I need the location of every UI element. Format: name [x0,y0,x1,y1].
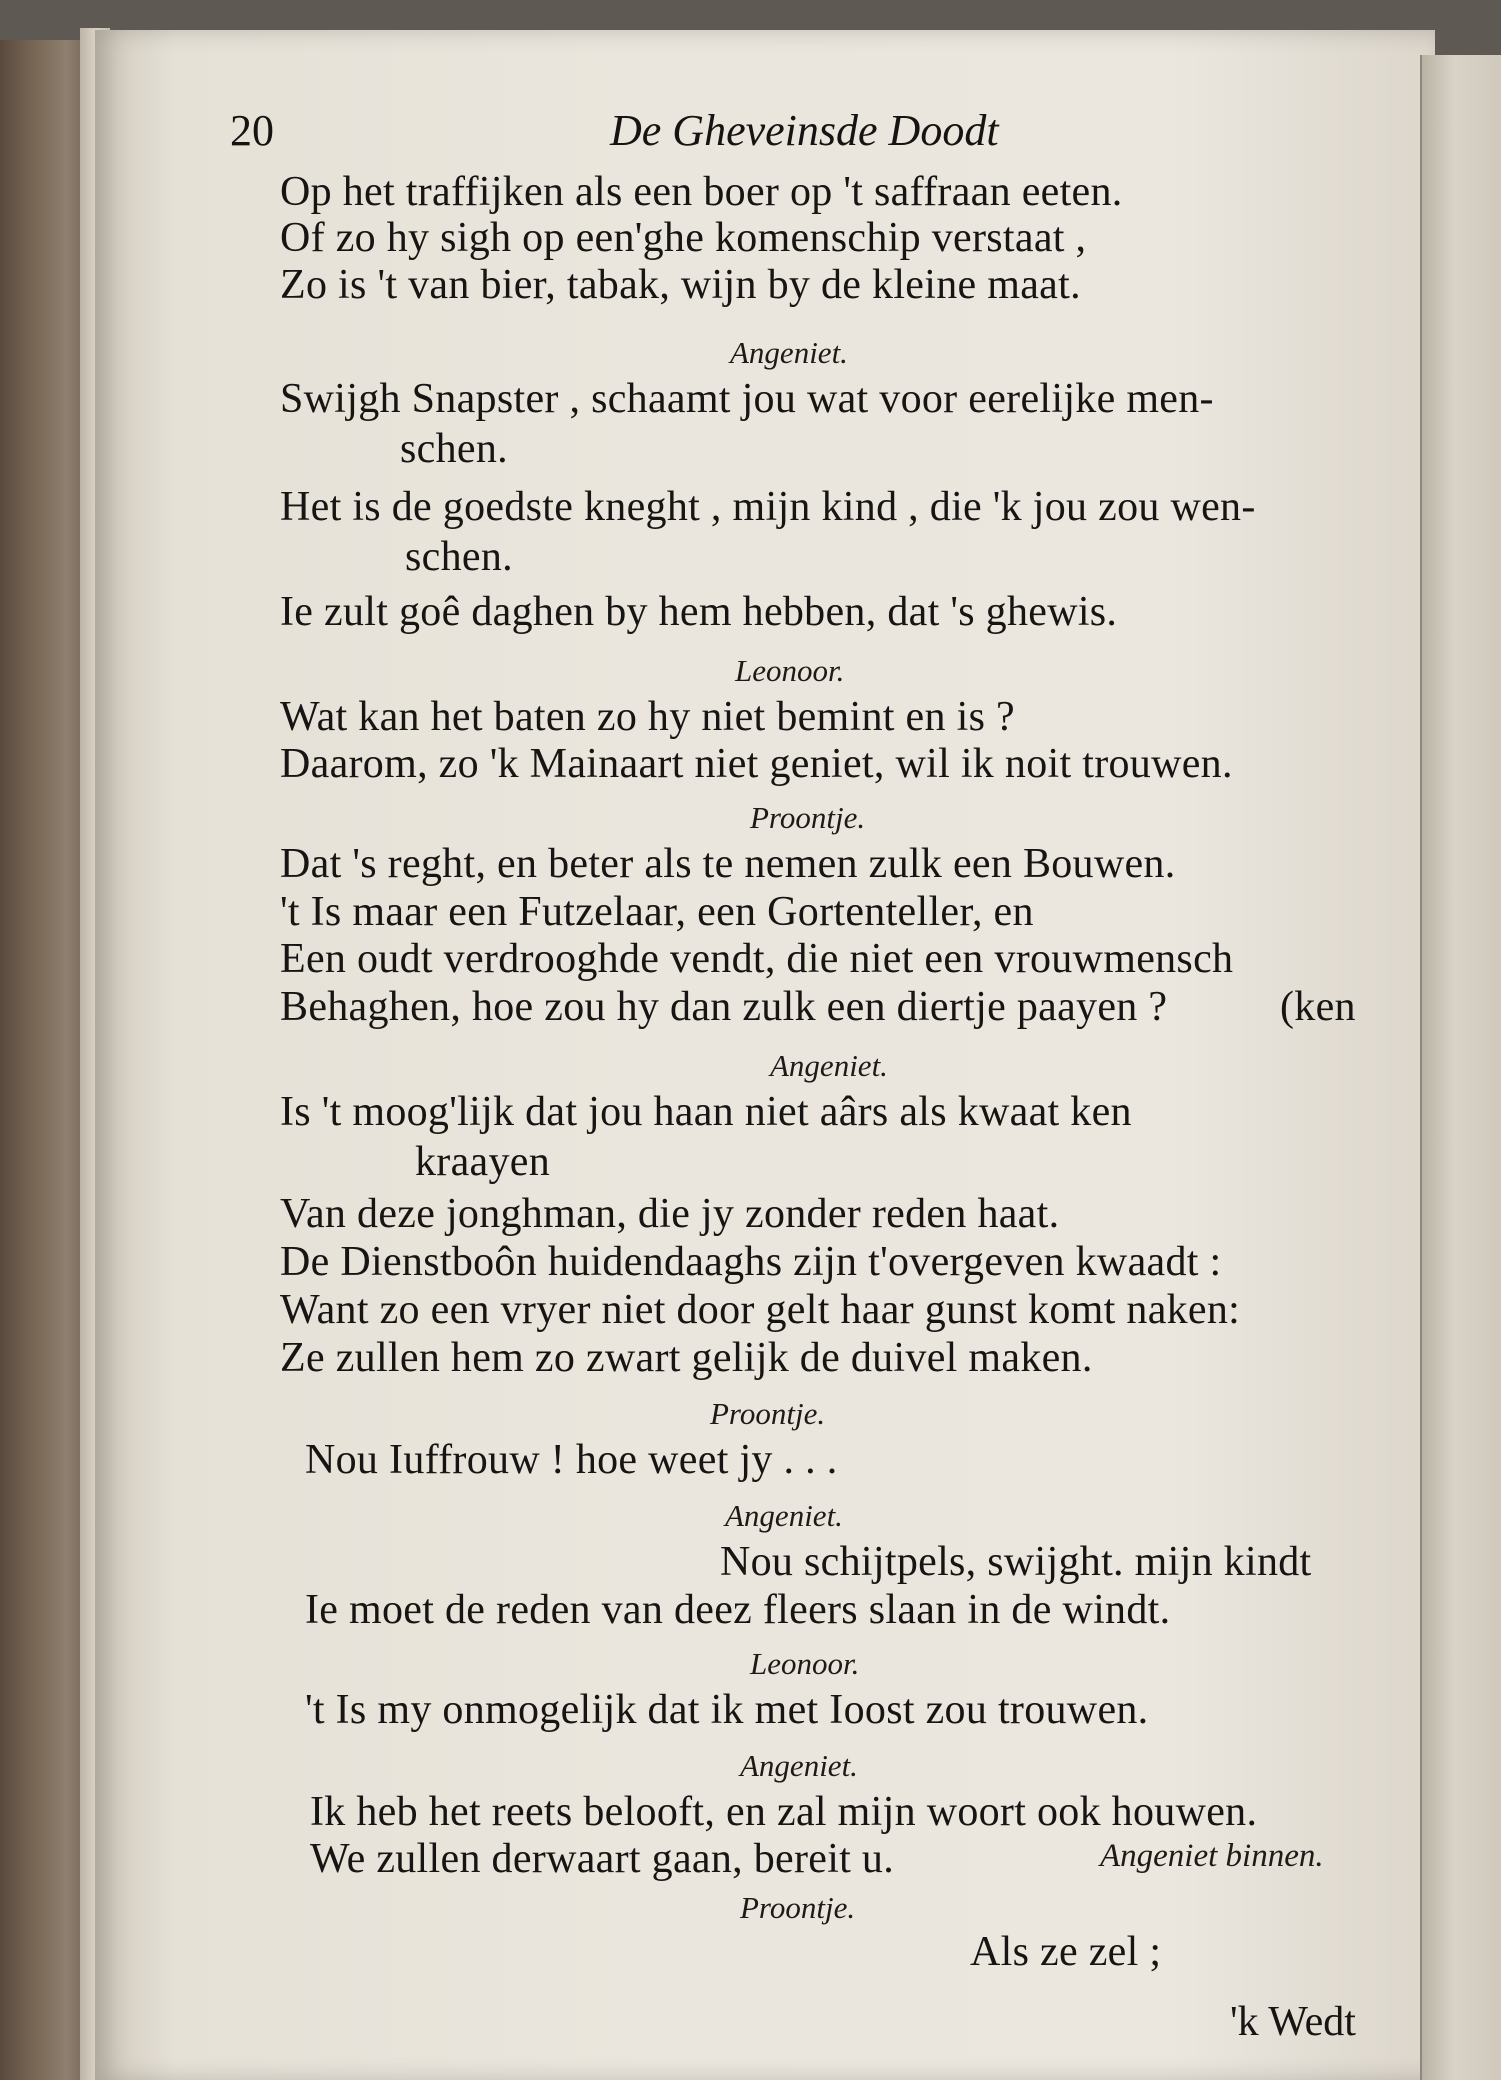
verse-line: Ie zult goê daghen by hem hebben, dat 's ghewis. [280,589,1118,635]
speaker-name: Proontje. [740,1890,856,1925]
verse-line: Ik heb het reets belooft, en zal mijn woort ook houwen. [310,1789,1258,1835]
verse-line: De Dienstboôn huidendaaghs zijn t'overgeven kwaadt : [280,1239,1222,1285]
verse-line: Dat 's reght, en beter als te nemen zulk een Bouwen. [280,841,1176,887]
verse-line: 't Is my onmogelijk dat ik met Ioost zou trouwen. [305,1687,1149,1733]
stage-direction: Angeniet binnen. [1100,1838,1324,1874]
verse-line-overflow: (ken [1280,984,1356,1030]
verse-line: Het is de goedste kneght , mijn kind , die 'k jou zou wen- [280,484,1256,530]
speaker-name: Angeniet. [725,1498,843,1533]
verse-line: schen. [405,534,513,580]
verse-line: schen. [400,426,508,472]
verse-line: Swijgh Snapster , schaamt jou wat voor eerelijke men- [280,376,1214,422]
verse-line: 't Is maar een Futzelaar, een Gortenteller, en [280,889,1034,935]
page-header [230,105,1380,165]
verse-line: Nou schijtpels, swijght. mijn kindt [720,1539,1312,1585]
verse-line: Op het traffijken als een boer op 't saffraan eeten. [280,169,1123,215]
verse-line: Een oudt verdrooghde vendt, die niet een vrouwmensch [280,936,1234,982]
verse-line: Ie moet de reden van deez fleers slaan in de windt. [305,1587,1171,1633]
verse-line: Want zo een vryer niet door gelt haar gunst komt naken: [280,1287,1241,1333]
verse-line: Nou Iuffrouw ! hoe weet jy . . . [305,1437,838,1483]
verse-line: We zullen derwaart gaan, bereit u. [310,1836,895,1882]
verse-line: Van deze jonghman, die jy zonder reden haat. [280,1191,1060,1237]
verse-line: Zo is 't van bier, tabak, wijn by de kleine maat. [280,262,1081,308]
verse-line: Wat kan het baten zo hy niet bemint en is ? [280,694,1015,740]
running-title: De Gheveinsde Doodt [610,106,999,155]
verse-line: Daarom, zo 'k Mainaart niet geniet, wil ik noit trouwen. [280,741,1233,787]
verse-line: Is 't moog'lijk dat jou haan niet aârs als kwaat ken [280,1089,1132,1135]
speaker-name: Leonoor. [750,1646,860,1681]
speaker-name: Proontje. [750,800,866,835]
speaker-name: Angeniet. [740,1748,858,1783]
page-number: 20 [230,106,274,155]
facing-page-edge [1420,55,1501,2080]
verse-line: Of zo hy sigh op een'ghe komenschip verstaat , [280,215,1087,261]
speaker-name: Leonoor. [735,653,845,688]
verse-line: Als ze zel ; [970,1929,1162,1975]
verse-line: Ze zullen hem zo zwart gelijk de duivel maken. [280,1335,1093,1381]
catchword: 'k Wedt [1230,1999,1356,2045]
verse-line: kraayen [415,1139,551,1185]
verse-line: Behaghen, hoe zou hy dan zulk een diertje paayen ? [280,984,1168,1030]
speaker-name: Angeniet. [770,1048,888,1083]
speaker-name: Proontje. [710,1396,826,1431]
speaker-name: Angeniet. [730,335,848,370]
